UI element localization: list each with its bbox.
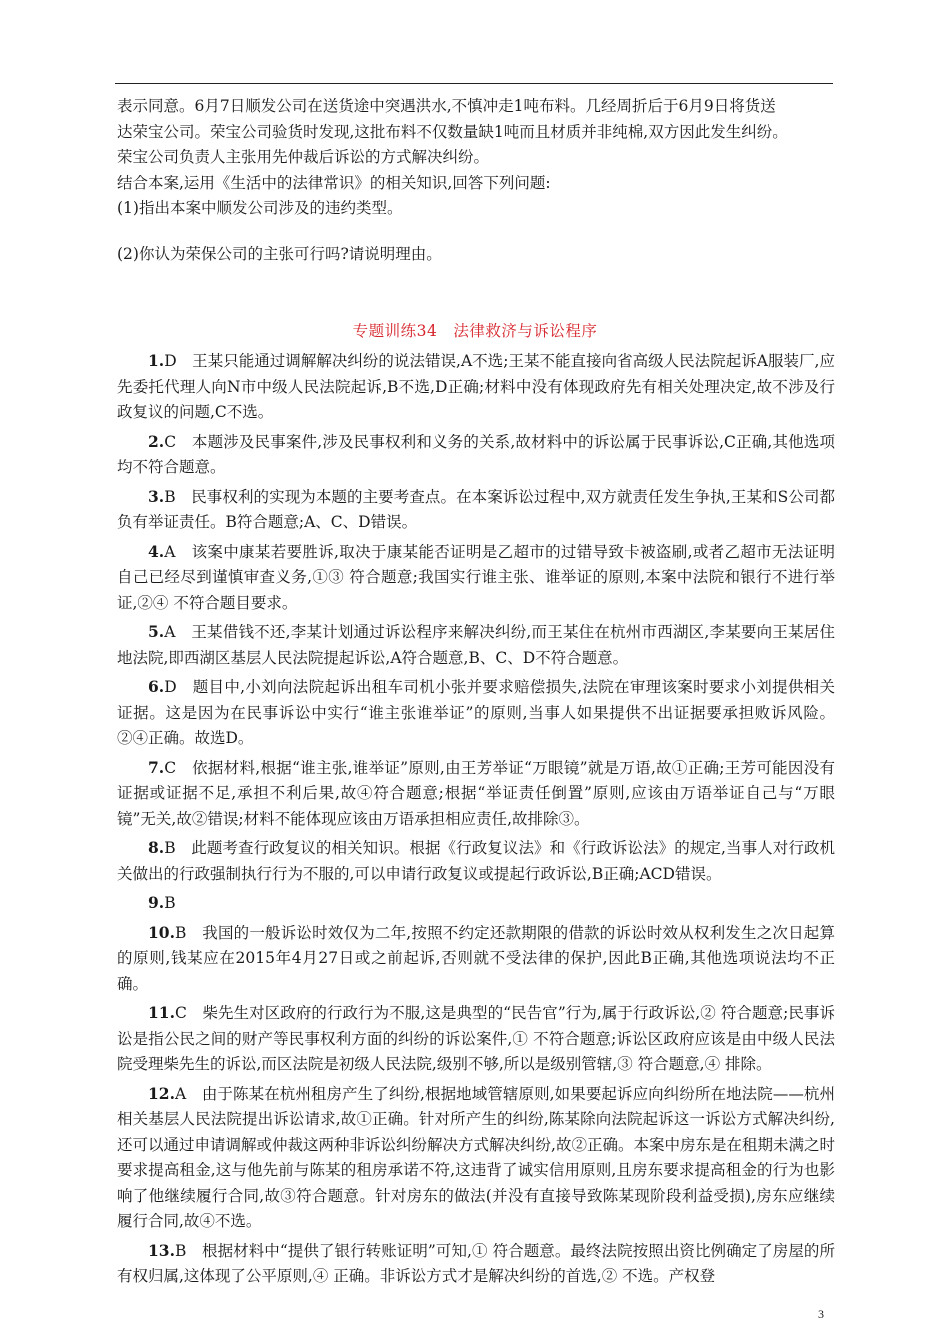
answer-text: 王某只能通过调解解决纠纷的说法错误,A不选;王某不能直接向省高级人民法院起诉A服装厂,应先委托代理人向N市中级人民法院起诉,B不选,D正确;材料中没有体现政府先有相关处理决定,故不涉及行政复议的问题,C不选。 bbox=[117, 352, 835, 421]
answer-number: 10. bbox=[148, 922, 175, 942]
answer-item bbox=[117, 1081, 835, 1235]
answer-letter: B bbox=[164, 487, 176, 506]
answer-letter: A bbox=[164, 542, 176, 561]
answer-item bbox=[117, 484, 835, 536]
answer-letter: C bbox=[164, 432, 177, 451]
answer-text: 本题涉及民事案件,涉及民事权利和义务的关系,故材料中的诉讼属于民事诉讼,C正确,其他选项均不符合题意。 bbox=[117, 432, 835, 476]
page-number: 3 bbox=[818, 1307, 824, 1321]
answer-letter: C bbox=[174, 1004, 187, 1022]
header-rule bbox=[115, 83, 833, 84]
answer-text: 民事权利的实现为本题的主要考查点。在本案诉讼过程中,双方就责任发生争执,王某和S公司都负有举证责任。B符合题意;A、C、D错误。 bbox=[117, 487, 835, 531]
answer-number: 3. bbox=[148, 486, 165, 506]
answer-number: 9. bbox=[148, 893, 165, 912]
answer-item bbox=[117, 429, 835, 481]
answer-letter: A bbox=[174, 1084, 187, 1103]
intro-line: 表示同意。6月7日顺发公司在送货途中突遇洪水,不慎冲走1吨布料。几经周折后于6月9日将货送 bbox=[117, 97, 776, 115]
answer-item bbox=[117, 1000, 835, 1078]
answer-text: 该案中康某若要胜诉,取决于康某能否证明是乙超市的过错导致卡被盗刷,或者乙超市无法证明自己已经尽到谨慎审查义务,①③ 符合题意;我国实行谁主张、谁举证的原则,本案中法院和银行不进行举证,②④ 不符合题目要求。 bbox=[117, 542, 835, 612]
answer-item bbox=[117, 835, 835, 887]
answer-list bbox=[117, 348, 835, 1293]
answer-letter: B bbox=[164, 839, 176, 857]
answer-text: 依据材料,根据“谁主张,谁举证”原则,由王芳举证“万眼镜”就是万语,故①正确;王芳可能因没有证据或证据不足,承担不利后果,故④符合题意;根据“举证责任倒置”原则,应该由万语举证自己与“万眼镜”无关,故②错误;材料不能体现应该由万语承担相应责任,故排除③。 bbox=[117, 758, 835, 828]
answer-text: 王某借钱不还,李某计划通过诉讼程序来解决纠纷,而王某住在杭州市西湖区,李某要向王某居住地法院,即西湖区基层人民法院提起诉讼,A符合题意,B、C、D不符合题意。 bbox=[117, 623, 835, 667]
intro-line: 结合本案,运用《生活中的法律常识》的相关知识,回答下列问题: bbox=[117, 173, 551, 192]
answer-text: 根据材料中“提供了银行转账证明”可知,① 符合题意。最终法院按照出资比例确定了房屋的所有权归属,这体现了公平原则,④ 正确。非诉讼方式才是解决纠纷的首选,② 不选。产权登 bbox=[117, 1241, 835, 1285]
answer-number: 8. bbox=[148, 838, 165, 857]
answer-text: 我国的一般诉讼时效仅为二年,按照不约定还款期限的借款的诉讼时效从权利发生之次日起算的原则,钱某应在2015年4月27日或之前起诉,否则就不受法律的保护,因此B正确,其他选项说法均不正确。 bbox=[117, 923, 835, 993]
section-title: 专题训练34 法律救济与诉讼程序 bbox=[352, 322, 598, 340]
answer-number: 4. bbox=[148, 541, 165, 561]
answer-number: 13. bbox=[148, 1240, 175, 1260]
answer-text: 柴先生对区政府的行政行为不服,这是典型的“民告官”行为,属于行政诉讼,② 符合题意;民事诉讼是指公民之间的财产等民事权利方面的纠纷的诉讼案件,① 不符合题意;诉讼区政府应该是由中级人民法院受理柴先生的诉讼,而区法院是初级人民法院,级别不够,所以是级别管辖,③ 符合题意,④ 排除。 bbox=[117, 1004, 835, 1073]
question-2: (2)你认为荣保公司的主张可行吗?请说明理由。 bbox=[117, 244, 442, 263]
answer-item bbox=[117, 674, 835, 752]
answer-item bbox=[117, 539, 835, 617]
answer-number: 11. bbox=[148, 1003, 175, 1022]
answer-item bbox=[117, 890, 835, 917]
answer-item bbox=[117, 920, 835, 998]
answer-letter: C bbox=[164, 758, 177, 777]
answer-number: 6. bbox=[148, 677, 165, 696]
answer-number: 7. bbox=[148, 757, 165, 777]
answer-letter: B bbox=[164, 894, 176, 912]
answer-letter: D bbox=[164, 352, 177, 370]
answer-text: 题目中,小刘向法院起诉出租车司机小张并要求赔偿损失,法院在审理该案时要求小刘提供相关证据。这是因为在民事诉讼中实行“谁主张谁举证”的原则,当事人如果提供不出证据要承担败诉风险。②④正确。故选D。 bbox=[117, 678, 835, 747]
answer-item bbox=[117, 755, 835, 833]
answer-number: 2. bbox=[148, 431, 165, 451]
answer-item bbox=[117, 619, 835, 671]
intro-line: 达荣宝公司。荣宝公司验货时发现,这批布料不仅数量缺1吨而且材质并非纯棉,双方因此发生纠纷。 bbox=[117, 122, 788, 141]
intro-line: 荣宝公司负责人主张用先仲裁后诉讼的方式解决纠纷。 bbox=[117, 148, 490, 166]
answer-number: 5. bbox=[148, 622, 165, 641]
answer-number: 12. bbox=[148, 1083, 175, 1103]
question-intro bbox=[117, 94, 837, 267]
answer-number: 1. bbox=[148, 351, 165, 370]
question-1: (1)指出本案中顺发公司涉及的违约类型。 bbox=[117, 199, 403, 217]
answer-letter: A bbox=[164, 623, 176, 641]
answer-letter: B bbox=[174, 923, 187, 942]
answer-letter: D bbox=[164, 678, 177, 696]
answer-item bbox=[117, 1238, 835, 1290]
answer-letter: B bbox=[174, 1241, 187, 1260]
answer-text: 此题考查行政复议的相关知识。根据《行政复议法》和《行政诉讼法》的规定,当事人对行政机关做出的行政强制执行行为不服的,可以申请行政复议或提起行政诉讼,B正确;ACD错误。 bbox=[117, 839, 835, 883]
answer-text: 由于陈某在杭州租房产生了纠纷,根据地域管辖原则,如果要起诉应向纠纷所在地法院——杭州相关基层人民法院提出诉讼请求,故①正确。针对所产生的纠纷,陈某除向法院起诉这一诉讼方式解决纠纷,还可以通过申请调解或仲裁这两种非诉讼纠纷解决方式解决纠纷,故②正确。本案中房东是在租期未满之时要求提高租金,这与他先前与陈某的租房承诺不符,这违背了诚实信用原则,且房东要求提高租金的行为也影响了他继续履行合同,故③符合题意。针对房东的做法(并没有直接导致陈某现阶段利益受损),房东应继续履行合同,故④不选。 bbox=[117, 1084, 835, 1230]
answer-item bbox=[117, 348, 835, 426]
